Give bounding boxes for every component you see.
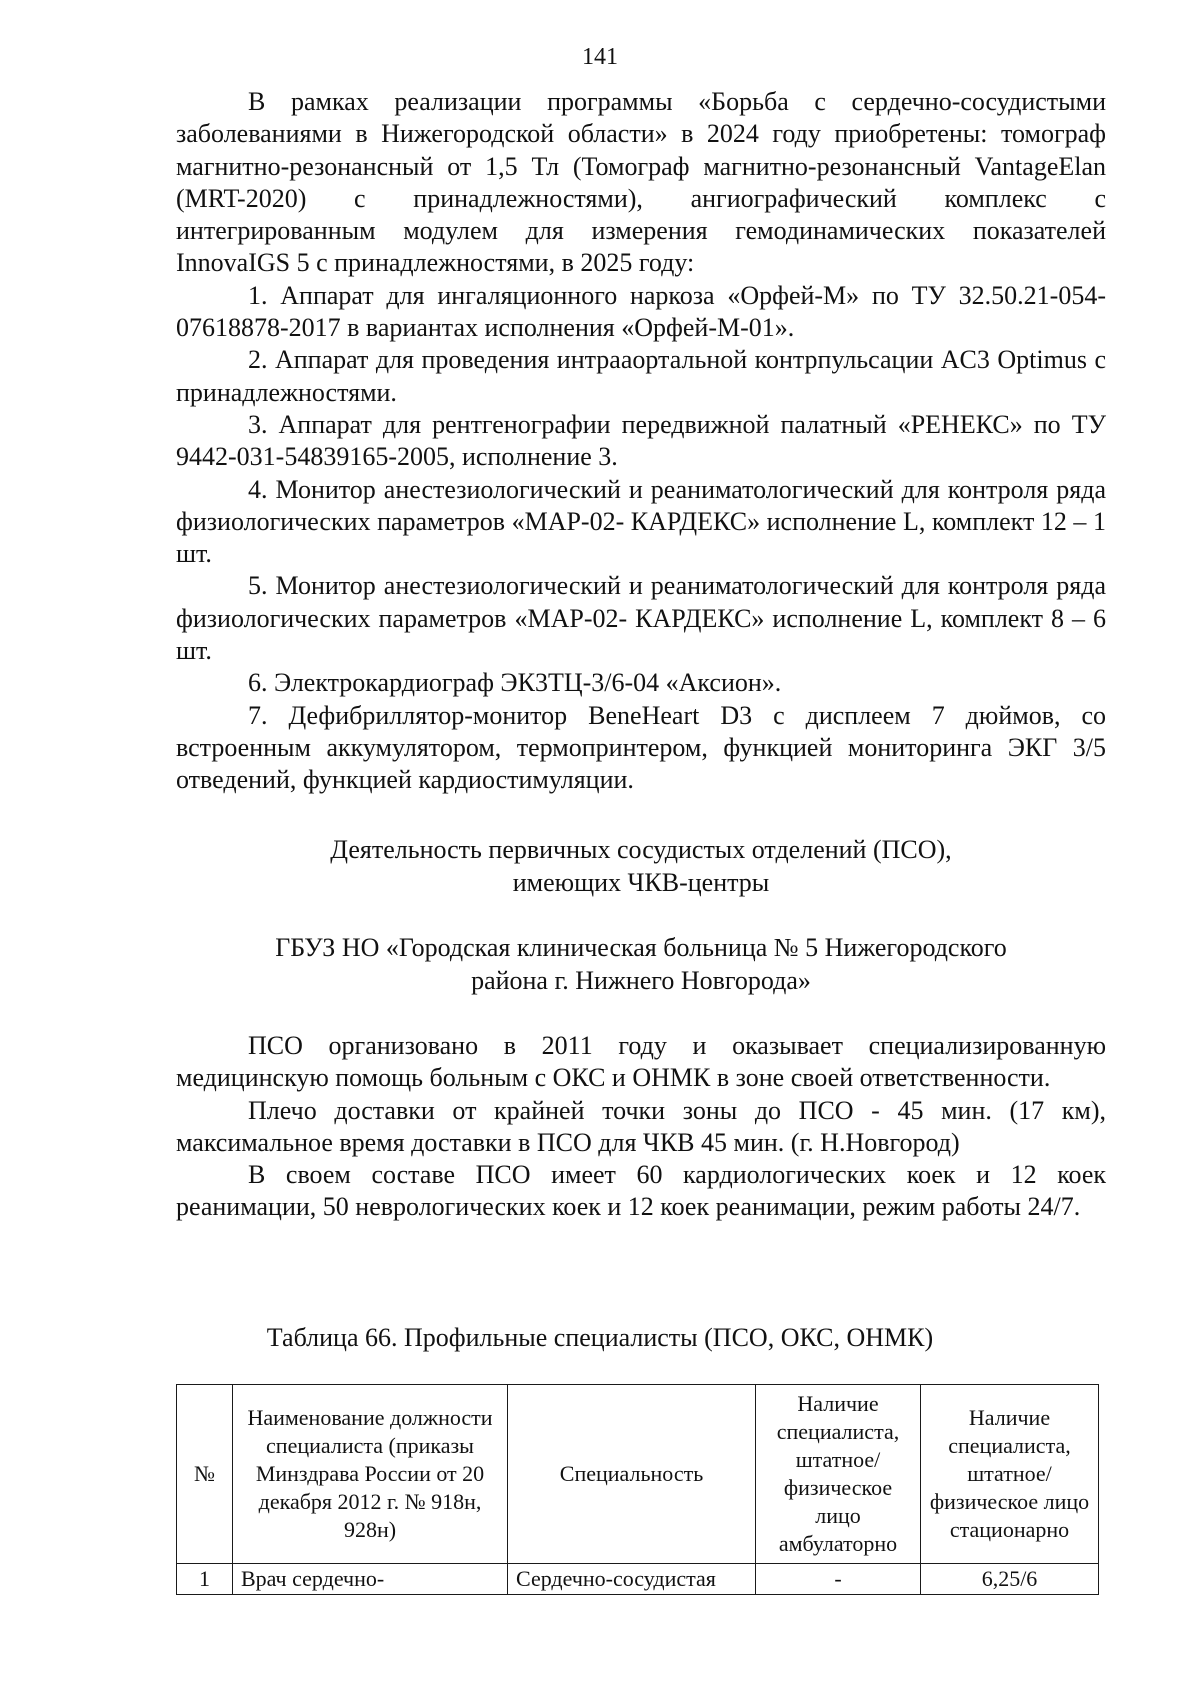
table-row — [177, 1564, 1099, 1595]
header-num: № — [177, 1385, 233, 1564]
cell-outpatient: - — [756, 1564, 921, 1595]
page-number: 141 — [582, 44, 618, 70]
pso-paragraph-1: ПСО организовано в 2011 году и оказывает специализированную медицинскую помощь больным с ОКС и ОНМК в зоне своей ответственности. — [176, 1031, 1106, 1093]
section-heading-line-2: имеющих ЧКВ-центры — [512, 867, 770, 897]
cell-inpatient: 6,25/6 — [921, 1564, 1099, 1595]
equipment-section — [176, 86, 1106, 797]
header-inpatient: Наличие специалиста, штатное/физическое лицо стационарно — [921, 1385, 1099, 1564]
equipment-item-6: 6. Электрокардиограф ЭК3ТЦ-3/6-04 «Аксион». — [248, 668, 782, 698]
equipment-item-7: 7. Дефибриллятор-монитор BeneHeart D3 с дисплеем 7 дюймов, со встроенным аккумулятором, термопринтером, функцией мониторинга ЭКГ 3/5 отведений, функцией кардиостимуляции. — [176, 700, 1106, 795]
equipment-item-5: 5. Монитор анестезиологический и реаниматологический для контроля ряда физиологических параметров «МАР-02- КАРДЕКС» исполнение L, комплект 8 – 6 шт. — [176, 571, 1106, 666]
equipment-item-3: 3. Аппарат для рентгенографии передвижной палатный «РЕНЕКС» по ТУ 9442-031-54839165-2005, исполнение 3. — [176, 409, 1106, 472]
hospital-heading — [176, 932, 1106, 997]
section-heading — [176, 834, 1106, 899]
hospital-heading-line-2: района г. Нижнего Новгорода» — [471, 965, 811, 995]
pso-paragraph-2: Плечо доставки от крайней точки зоны до ПСО - 45 мин. (17 км), максимальное время доставки в ПСО для ЧКВ 45 мин. (г. Н.Новгород) — [176, 1095, 1106, 1157]
header-outpatient: Наличие специалиста, штатное/физическое лицо амбулаторно — [756, 1385, 921, 1564]
cell-position: Врач сердечно- — [233, 1564, 508, 1595]
pso-description — [176, 1030, 1106, 1224]
equipment-item-1: 1. Аппарат для ингаляционного наркоза «Орфей-М» по ТУ 32.50.21-054-07618878-2017 в вариантах исполнения «Орфей-М-01». — [176, 280, 1106, 343]
intro-paragraph: В рамках реализации программы «Борьба с сердечно-сосудистыми заболеваниями в Нижегородской области» в 2024 году приобретены: томограф магнитно-резонансный от 1,5 Тл (Томограф магнитно-резонансный VantageElan (MRT-2020) с принадлежностями), ангиографический комплекс с интегрированным модулем для измерения гемодинамических показателей InnovaIGS 5 с принадлежностями, в 2025 году: — [176, 87, 1106, 278]
cell-num: 1 — [177, 1564, 233, 1595]
equipment-item-2: 2. Аппарат для проведения интрааортальной контрпульсации AC3 Optimus с принадлежностями. — [176, 345, 1106, 407]
equipment-item-4: 4. Монитор анестезиологический и реаниматологический для контроля ряда физиологических параметров «МАР-02- КАРДЕКС» исполнение L, комплект 12 – 1 шт. — [176, 474, 1106, 569]
hospital-heading-line-1: ГБУЗ НО «Городская клиническая больница № 5 Нижегородского — [275, 933, 1007, 962]
section-heading-line-1: Деятельность первичных сосудистых отделений (ПСО), — [330, 835, 952, 864]
table-caption: Таблица 66. Профильные специалисты (ПСО, ОКС, ОНМК) — [266, 1323, 934, 1352]
pso-paragraph-3: В своем составе ПСО имеет 60 кардиологических коек и 12 коек реанимации, 50 неврологических коек и 12 коек реанимации, режим работы 24/7. — [176, 1160, 1106, 1222]
table-header-row — [177, 1385, 1099, 1564]
specialists-table — [176, 1384, 1099, 1595]
header-position: Наименование должности специалиста (приказы Минздрава России от 20 декабря 2012 г. № 918н, 928н) — [233, 1385, 508, 1564]
cell-specialty: Сердечно-сосудистая — [508, 1564, 756, 1595]
header-specialty: Специальность — [508, 1385, 756, 1564]
